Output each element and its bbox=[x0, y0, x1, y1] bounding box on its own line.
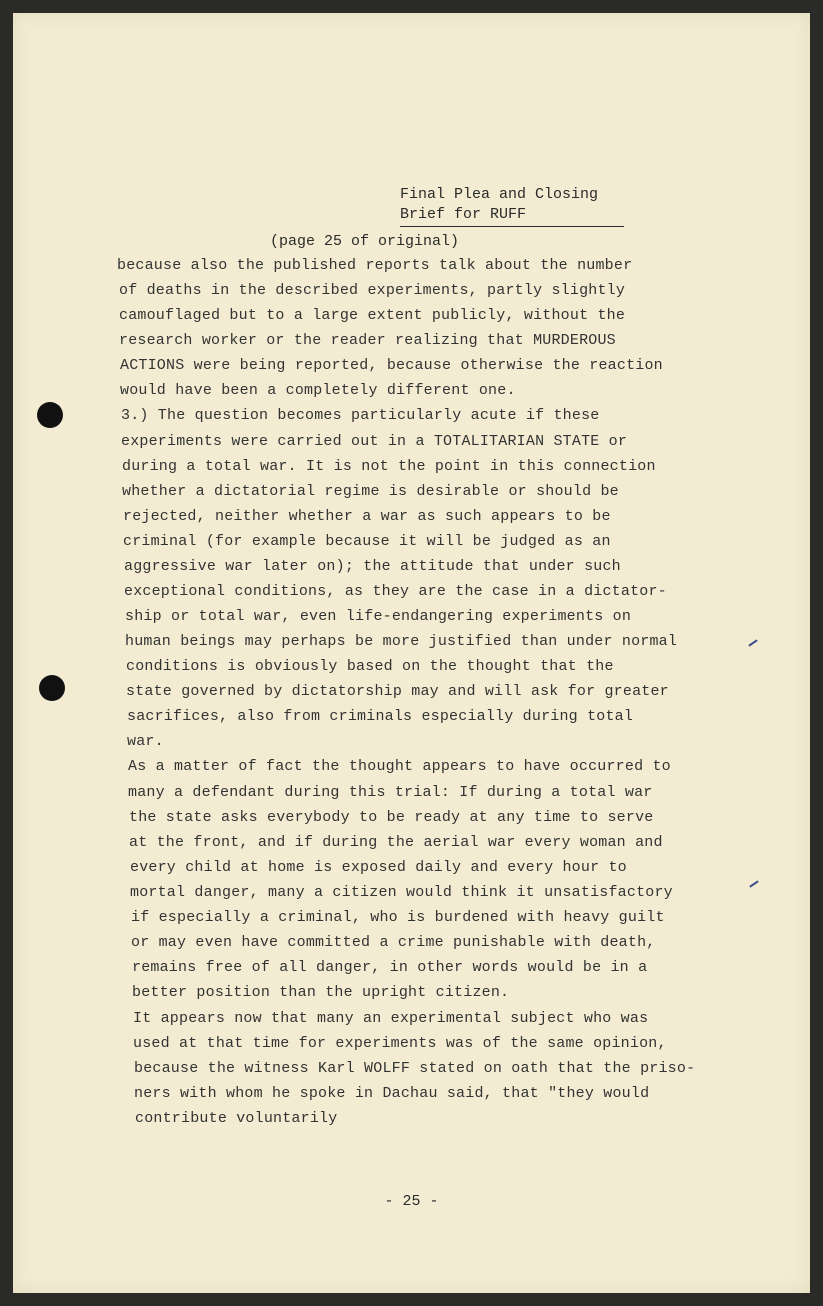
body-line: conditions is obviously based on the thought that the bbox=[126, 658, 614, 675]
body-line: exceptional conditions, as they are the case in a dictator- bbox=[124, 583, 667, 600]
body-line: the state asks everybody to be ready at any time to serve bbox=[129, 809, 654, 826]
body-line: at the front, and if during the aerial war every woman and bbox=[129, 834, 663, 851]
body-line: remains free of all danger, in other words would be in a bbox=[132, 959, 648, 976]
body-line: of deaths in the described experiments, partly slightly bbox=[119, 282, 626, 299]
body-line: experiments were carried out in a TOTALITARIAN STATE or bbox=[121, 433, 628, 450]
body-line: ship or total war, even life-endangering experiments on bbox=[125, 608, 632, 625]
body-line: criminal (for example because it will be judged as an bbox=[123, 533, 611, 550]
body-line: contribute voluntarily bbox=[135, 1110, 338, 1127]
document-header bbox=[400, 185, 640, 227]
body-line: sacrifices, also from criminals especially during total bbox=[127, 708, 634, 725]
body-line: whether a dictatorial regime is desirable or should be bbox=[122, 483, 619, 500]
body-line: As a matter of fact the thought appears to have occurred to bbox=[128, 758, 671, 775]
header-title-line-2: Brief for RUFF bbox=[400, 205, 624, 227]
body-line: better position than the upright citizen. bbox=[132, 984, 510, 1001]
body-line: research worker or the reader realizing that MURDEROUS bbox=[119, 332, 616, 349]
punch-hole-bottom bbox=[39, 675, 65, 701]
body-line: or may even have committed a crime punishable with death, bbox=[131, 934, 656, 951]
document-page bbox=[13, 13, 810, 1293]
header-title-line-1: Final Plea and Closing bbox=[400, 186, 599, 203]
body-line: 3.) The question becomes particularly acute if these bbox=[121, 407, 600, 424]
body-line: It appears now that many an experimental subject who was bbox=[133, 1010, 649, 1027]
body-line: rejected, neither whether a war as such appears to be bbox=[123, 508, 611, 525]
body-line: would have been a completely different one. bbox=[120, 382, 516, 399]
body-line: ners with whom he spoke in Dachau said, that "they would bbox=[134, 1085, 650, 1102]
body-line: camouflaged but to a large extent publicly, without the bbox=[119, 307, 626, 324]
body-line: state governed by dictatorship may and will ask for greater bbox=[126, 683, 669, 700]
body-line: human beings may perhaps be more justified than under normal bbox=[125, 633, 678, 650]
body-line: because also the published reports talk about the number bbox=[117, 257, 633, 274]
body-line: aggressive war later on); the attitude that under such bbox=[124, 558, 621, 575]
body-line: mortal danger, many a citizen would think it unsatisfactory bbox=[130, 884, 673, 901]
body-line: ACTIONS were being reported, because otherwise the reaction bbox=[120, 357, 663, 374]
body-line: every child at home is exposed daily and every hour to bbox=[130, 859, 627, 876]
body-line: because the witness Karl WOLFF stated on oath that the priso- bbox=[134, 1060, 696, 1077]
punch-hole-top bbox=[37, 402, 63, 428]
margin-check-mark bbox=[749, 880, 758, 887]
body-line: used at that time for experiments was of the same opinion, bbox=[133, 1035, 667, 1052]
body-line: war. bbox=[127, 733, 164, 750]
page-number: - 25 - bbox=[384, 1193, 439, 1210]
body-line: during a total war. It is not the point in this connection bbox=[122, 458, 656, 475]
body-line: many a defendant during this trial: If during a total war bbox=[128, 784, 653, 801]
body-line: if especially a criminal, who is burdened with heavy guilt bbox=[131, 909, 665, 926]
original-page-reference: (page 25 of original) bbox=[270, 233, 460, 250]
margin-check-mark bbox=[748, 639, 757, 646]
